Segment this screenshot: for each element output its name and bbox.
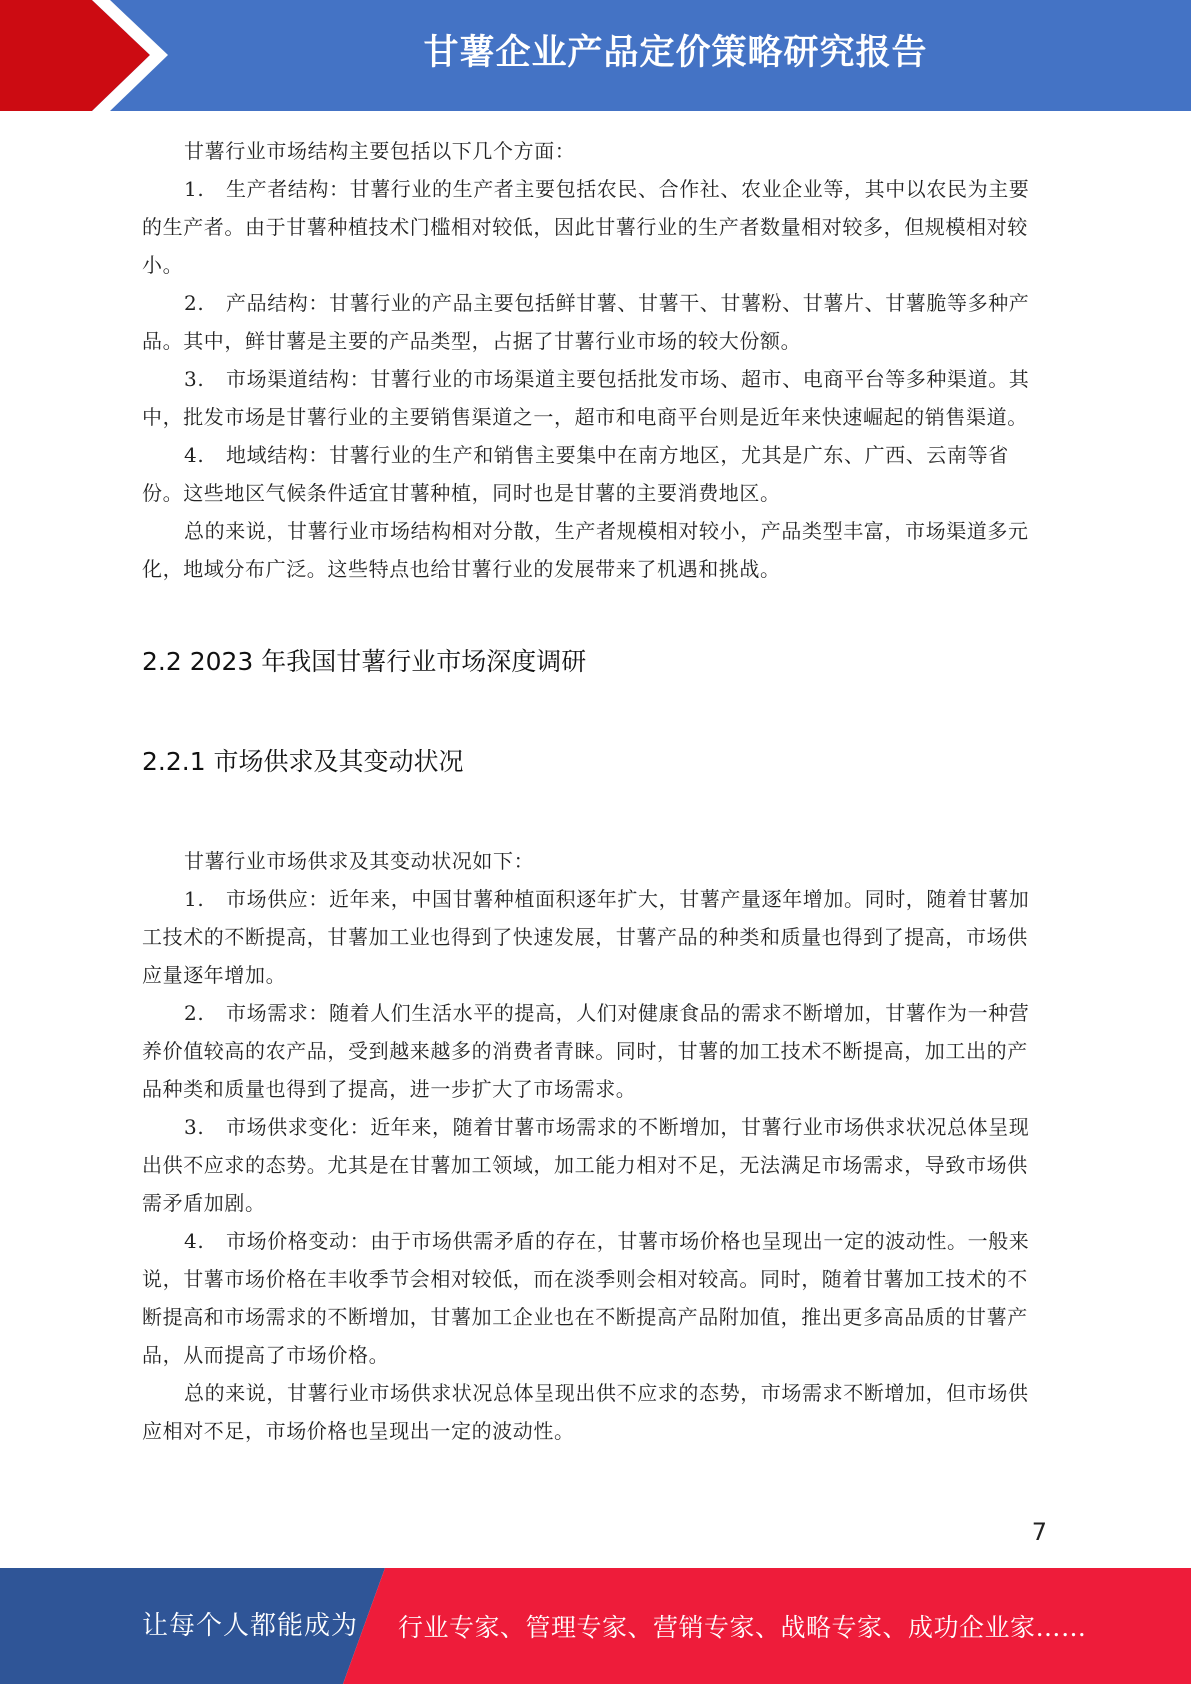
- section1-item-3: 3. 市场渠道结构：甘薯行业的市场渠道主要包括批发市场、超市、电商平台等多种渠道。其中，批发市场是甘薯行业的主要销售渠道之一，超市和电商平台则是近年来快速崛起的销售渠道。: [142, 367, 1030, 429]
- section2-item-1: 1. 市场供应：近年来，中国甘薯种植面积逐年扩大，甘薯产量逐年增加。同时，随着甘薯加工技术的不断提高，甘薯加工业也得到了快速发展，甘薯产品的种类和质量也得到了提高，市场供应量逐年增加。: [142, 887, 1030, 987]
- section2-item-4: 4. 市场价格变动：由于市场供需矛盾的存在，甘薯市场价格也呈现出一定的波动性。一般来说，甘薯市场价格在丰收季节会相对较低，而在淡季则会相对较高。同时，随着甘薯加工技术的不断提高和市场需求的不断增加，甘薯加工企业也在不断提高产品附加值，推出更多高品质的甘薯产品，从而提高了市场价格。: [142, 1229, 1030, 1367]
- section1-item-2: 2. 产品结构：甘薯行业的产品主要包括鲜甘薯、甘薯干、甘薯粉、甘薯片、甘薯脆等多种产品。其中，鲜甘薯是主要的产品类型，占据了甘薯行业市场的较大份额。: [142, 291, 1030, 353]
- footer-slogan-left: 让每个人都能成为: [142, 1611, 359, 1641]
- page-footer: [0, 1568, 1191, 1684]
- section2-intro: 甘薯行业市场供求及其变动状况如下：: [184, 849, 535, 873]
- heading-2-2-1: 2.2.1 市场供求及其变动状况: [142, 747, 464, 776]
- page-content: [142, 132, 1047, 1450]
- section1-item-4: 4. 地域结构：甘薯行业的生产和销售主要集中在南方地区，尤其是广东、广西、云南等省份。这些地区气候条件适宜甘薯种植，同时也是甘薯的主要消费地区。: [142, 443, 1009, 505]
- section1-item-1: 1. 生产者结构：甘薯行业的生产者主要包括农民、合作社、农业企业等，其中以农民为主要的生产者。由于甘薯种植技术门槛相对较低，因此甘薯行业的生产者数量相对较多，但规模相对较小。: [142, 177, 1030, 277]
- section1-summary: 总的来说，甘薯行业市场结构相对分散，生产者规模相对较小，产品类型丰富，市场渠道多元化，地域分布广泛。这些特点也给甘薯行业的发展带来了机遇和挑战。: [142, 519, 1029, 581]
- report-title: 甘薯企业产品定价策略研究报告: [423, 33, 928, 73]
- page-header: [0, 0, 1191, 111]
- footer-slogan-right: 行业专家、管理专家、营销专家、战略专家、成功企业家……: [398, 1613, 1087, 1642]
- heading-2-2: 2.2 2023 年我国甘薯行业市场深度调研: [142, 647, 587, 676]
- section1-intro: 甘薯行业市场结构主要包括以下几个方面：: [184, 139, 576, 163]
- page-number: 7: [1031, 1518, 1047, 1546]
- section2-summary: 总的来说，甘薯行业市场供求状况总体呈现出供不应求的态势，市场需求不断增加，但市场供应相对不足，市场价格也呈现出一定的波动性。: [142, 1381, 1029, 1443]
- section2-item-3: 3. 市场供求变化：近年来，随着甘薯市场需求的不断增加，甘薯行业市场供求状况总体呈现出供不应求的态势。尤其是在甘薯加工领域，加工能力相对不足，无法满足市场需求，导致市场供需矛盾加剧。: [142, 1115, 1030, 1215]
- section2-item-2: 2. 市场需求：随着人们生活水平的提高，人们对健康食品的需求不断增加，甘薯作为一种营养价值较高的农产品，受到越来越多的消费者青睐。同时，甘薯的加工技术不断提高，加工出的产品种类和质量也得到了提高，进一步扩大了市场需求。: [142, 1001, 1030, 1101]
